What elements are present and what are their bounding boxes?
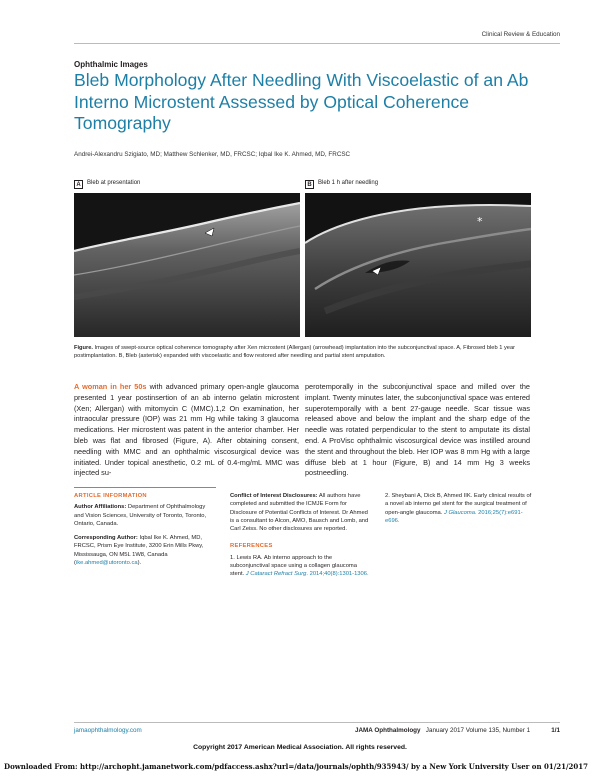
figure-caption-text: Images of swept-source optical coherence tomography after Xen microstent (Allergan) (arrowhead) implantation into the subconjunctival space. A, Fibrosed bleb 1 year postimplantation. B, Bleb (asterisk) expanded with viscoelastic and flow restored after needling and partial stent amputation. — [74, 345, 516, 360]
reference-1-end[interactable]: . 2014;40(8):1301-1306. — [306, 571, 369, 578]
asterisk-marker-b: * — [477, 215, 483, 228]
references-column-continued — [385, 492, 535, 525]
conflict-references-column — [230, 492, 372, 579]
references-heading: REFERENCES — [230, 543, 273, 550]
section-label: Ophthalmic Images — [74, 60, 148, 69]
body-text-left — [74, 382, 299, 479]
copyright-notice: Copyright 2017 American Medical Association. All rights reserved. — [193, 744, 407, 751]
reference-1 — [230, 554, 372, 579]
body-text-left-content: with advanced primary open-angle glaucoma presented 1 year postinsertion of an ab interno gelatin microstent (Xen; Allergan) with mitomycin C (MMC).1,2 On examination, her intraocular pressure (IOP) was 21 mm Hg while taking 3 glaucoma medications. Her microstent was patent in the anterior chamber. Her bleb was flat and fibrosed (Figure, A). After obtaining consent, needling with MMC and an ophthalmic viscosurgical device was initiated. Under topical anesthetic, 0.2 mL of 0.4-mg/mL MMC was injected su- — [74, 382, 299, 478]
panel-letter-b: B — [305, 180, 314, 189]
corresponding-author — [74, 534, 216, 567]
figure-caption-label: Figure. — [74, 345, 93, 351]
footer-page-number: 1/1 — [551, 727, 560, 734]
panel-caption-a: Bleb at presentation — [87, 180, 141, 186]
conflict-text: All authors have completed and submitted the ICMJE Form for Disclosure of Potential Conflicts of Interest. Dr Ahmed is a consultant to Alcon, AMO, Bausch and Lomb, and Carl Zeiss. No other disclosures are reported. — [230, 493, 369, 533]
article-info-column — [74, 492, 216, 567]
reference-2-text: 2. Sheybani A, Dick B, Ahmed IIK. Early clinical results of a novel ab interno gel stent for the surgical treatment of open-angle glaucoma. — [385, 493, 532, 516]
footer-issue: January 2017 Volume 135, Number 1 — [425, 727, 531, 734]
oct-image-b — [305, 193, 531, 337]
reference-2-journal-link[interactable]: J Glaucoma — [443, 509, 475, 516]
oct-image-a — [74, 193, 300, 337]
footer-site-link[interactable]: jamaophthalmology.com — [74, 727, 142, 734]
footer-journal-info — [355, 727, 530, 734]
corresponding-label: Corresponding Author: — [74, 535, 138, 542]
article-title: Bleb Morphology After Needling With Viscoelastic of an Ab Interno Microstent Assessed by Optical Coherence Tomography — [74, 70, 529, 133]
figure-panel-b-header — [305, 177, 531, 193]
reference-1-journal-link[interactable]: J Cataract Refract Surg — [245, 571, 307, 578]
footer-divider — [74, 722, 560, 723]
corresponding-email-link[interactable]: ike.ahmed@utoronto.ca — [75, 560, 138, 567]
reference-1-text: 1. Lewis RA. Ab interno approach to the subconjunctival space using a collagen glaucoma stent. — [230, 554, 357, 578]
download-notice: Downloaded From: http://archopht.jamanetwork.com/pdfaccess.ashx?url=/data/journals/ophth/935943/ by a New York University User on 01/21/2017 — [4, 762, 589, 771]
section-tag: Clinical Review & Education — [481, 31, 560, 38]
author-affiliations — [74, 503, 216, 528]
conflict-disclosures — [230, 492, 372, 533]
corresponding-end: ). — [137, 560, 142, 567]
affiliations-text: Department of Ophthalmology and Vision Sciences, University of Toronto, Toronto, Ontario, Canada. — [74, 504, 207, 527]
lead-phrase: A woman in her 50s — [74, 382, 147, 391]
reference-2-end[interactable]: . 2016;25(7):e691-e696. — [385, 509, 523, 524]
author-list: Andrei-Alexandru Szigiato, MD; Matthew Schlenker, MD, FRCSC; Iqbal Ike K. Ahmed, MD, FRCSC — [74, 151, 351, 158]
conflict-label: Conflict of Interest Disclosures: — [230, 493, 318, 499]
panel-letter-a: A — [74, 180, 83, 189]
body-text-right: perotemporally in the subconjunctival space and milled over the implant. Twenty minutes later, the subconjunctival space was entered superotemporally with a bent 27-gauge needle. Scar tissue was released above and below the implant and the sharp edge of the needle was rotated perpendicular to the stent to amputate its distal end. A ProVisc ophthalmic viscosurgical device was instilled around the stent and throughout the bleb. Her IOP was 8 mm Hg with a large diffuse bleb at 1 hour (Figure, B) and 14 mm Hg 3 weeks postneedling. — [305, 382, 530, 478]
affiliations-label: Author Affiliations: — [74, 504, 127, 511]
footer-journal-name: JAMA Ophthalmology — [355, 727, 421, 734]
figure-caption — [74, 344, 530, 360]
figure-panel-a-header — [74, 177, 300, 193]
corresponding-text: Iqbal Ike K. Ahmed, MD, FRCSC, Prism Eye Institute, 3200 Erin Mills Pkwy, Mississauga, ON M5L 1W8, Canada ( — [74, 535, 204, 567]
article-info-divider — [74, 487, 216, 488]
header-divider — [74, 43, 560, 44]
reference-2 — [385, 492, 535, 525]
article-info-heading: ARTICLE INFORMATION — [74, 493, 147, 499]
panel-caption-b: Bleb 1 h after needling — [318, 180, 379, 186]
